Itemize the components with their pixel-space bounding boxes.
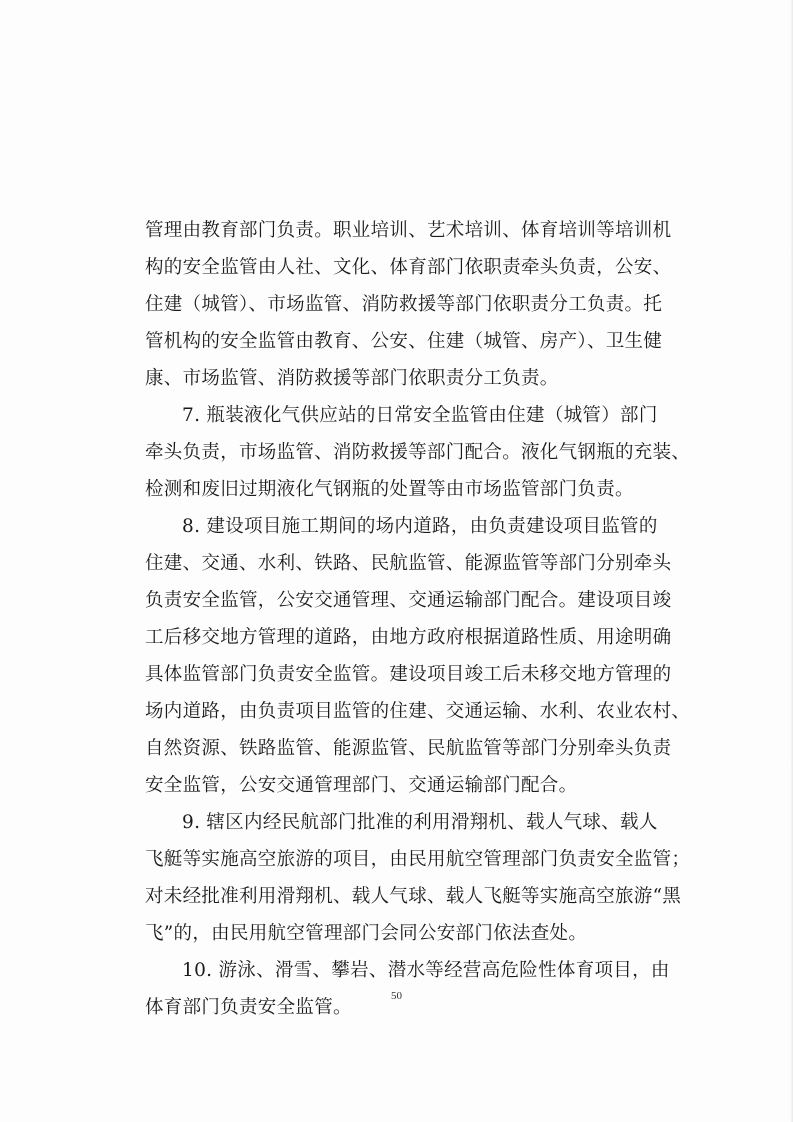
document-body (145, 212, 691, 1026)
text-line-14: 场内道路，由负责项目监管的住建、交通运输、水利、农业农村、 (145, 701, 691, 722)
paragraph-9-start: 9. 辖区内经民航部门批准的利用滑翔机、载人气球、载人 (182, 812, 658, 833)
paragraph-10-start: 10. 游泳、滑雪、攀岩、潜水等经营高危险性体育项目，由 (182, 960, 670, 981)
text-line-7: 牵头负责，市场监管、消防救援等部门配合。液化气钢瓶的充装、 (145, 442, 691, 463)
text-line-1: 管理由教育部门负责。职业培训、艺术培训、体育培训等培训机 (145, 220, 672, 241)
text-line-5: 康、市场监管、消防救援等部门依职责分工负责。 (145, 368, 559, 389)
page-number: 50 (391, 990, 402, 1002)
text-line-12: 工后移交地方管理的道路，由地方政府根据道路性质、用途明确 (145, 627, 672, 648)
text-line-18: 飞艇等实施高空旅游的项目，由民用航空管理部门负责安全监管； (145, 849, 691, 870)
paragraph-7-start: 7. 瓶装液化气供应站的日常安全监管由住建（城管）部门 (182, 405, 658, 426)
paragraph-8-start: 8. 建设项目施工期间的场内道路，由负责建设项目监管的 (182, 516, 658, 537)
text-line-16: 安全监管，公安交通管理部门、交通运输部门配合。 (145, 775, 578, 796)
text-line-4: 管机构的安全监管由教育、公安、住建（城管、房产）、卫生健 (145, 331, 663, 352)
text-line-15: 自然资源、铁路监管、能源监管、民航监管等部门分别牵头负责 (145, 738, 672, 759)
text-line-19: 对未经批准利用滑翔机、载人气球、载人飞艇等实施高空旅游“黑 (145, 886, 682, 907)
text-line-20: 飞”的，由民用航空管理部门会同公安部门依法查处。 (145, 923, 588, 944)
text-line-2: 构的安全监管由人社、文化、体育部门依职责牵头负责，公安、 (145, 257, 672, 278)
text-line-22: 体育部门负责安全监管。 (145, 997, 352, 1018)
text-line-11: 负责安全监管，公安交通管理、交通运输部门配合。建设项目竣 (145, 590, 672, 611)
text-line-8: 检测和废旧过期液化气钢瓶的处置等由市场监管部门负责。 (145, 479, 634, 500)
text-line-13: 具体监管部门负责安全监管。建设项目竣工后未移交地方管理的 (145, 664, 672, 685)
text-line-10: 住建、交通、水利、铁路、民航监管、能源监管等部门分别牵头 (145, 553, 672, 574)
text-line-3: 住建（城管）、市场监管、消防救援等部门依职责分工负责。托 (145, 294, 663, 315)
